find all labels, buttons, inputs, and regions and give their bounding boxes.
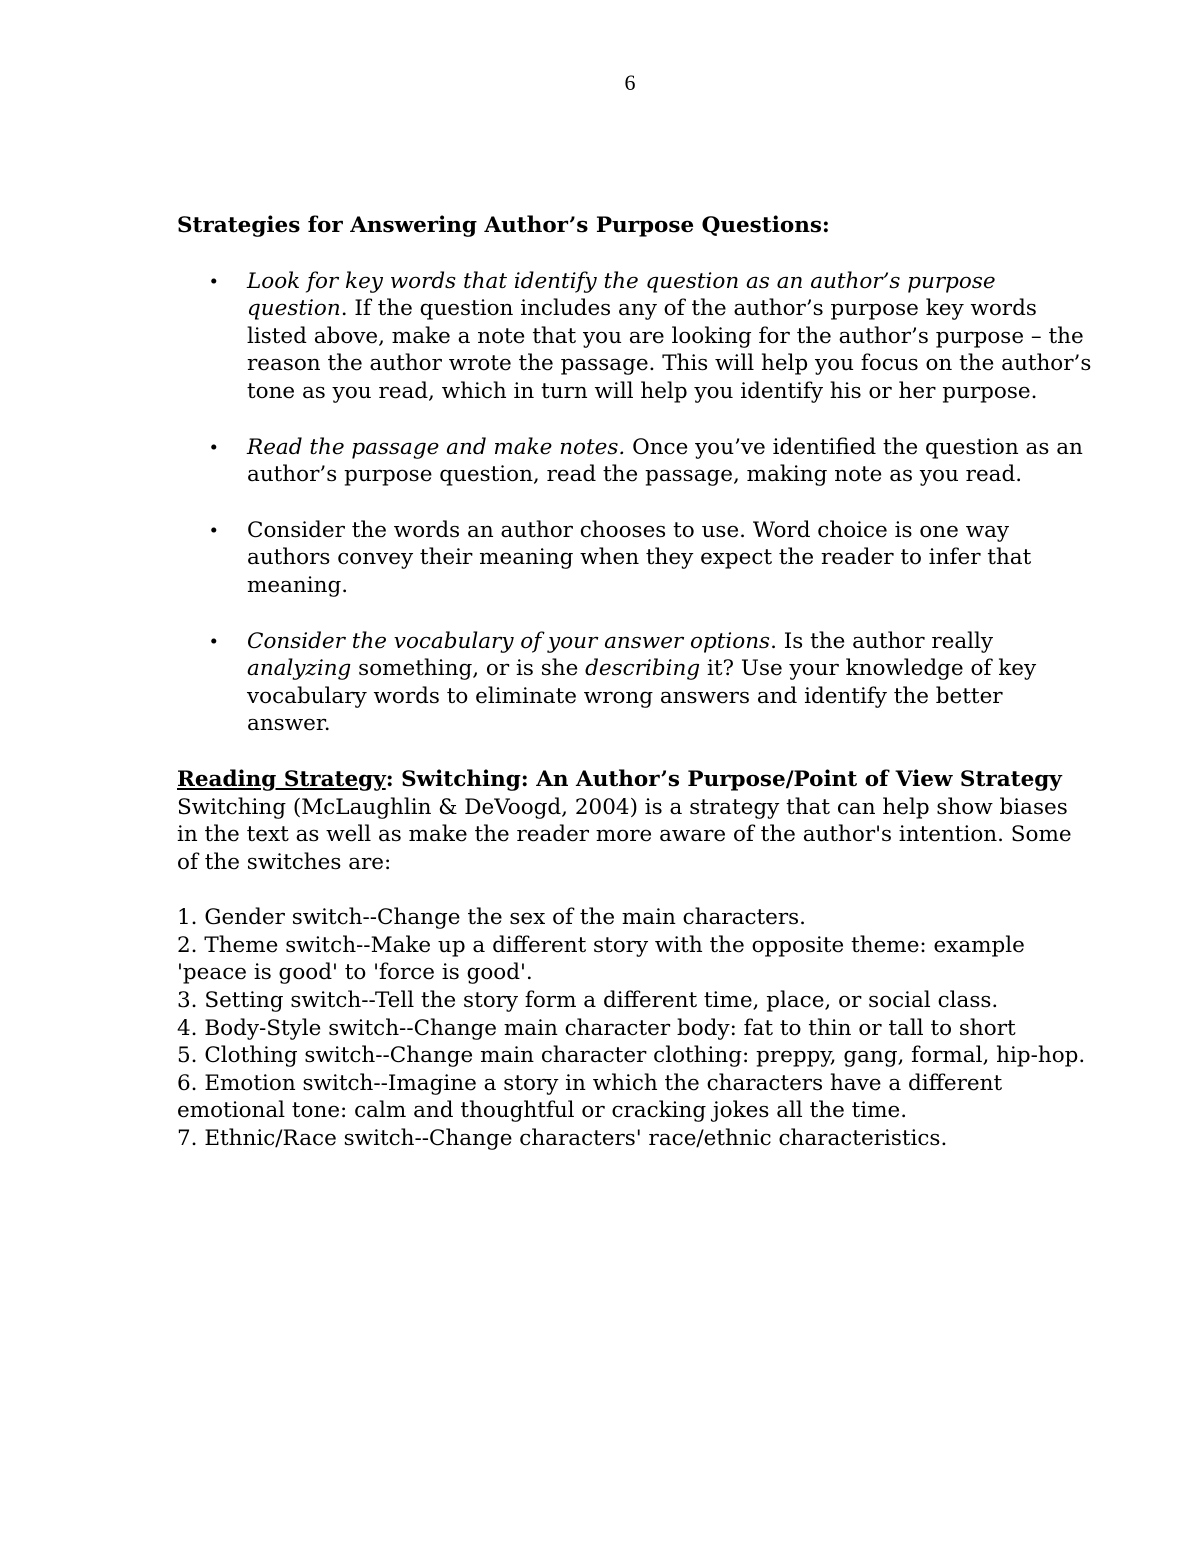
- bullet-text: . Is the author really: [770, 628, 994, 654]
- list-item: [177, 434, 1092, 489]
- switch-item: 3. Setting switch--Tell the story form a different time, place, or social class.: [177, 988, 999, 1014]
- switch-item: 6. Emotion switch--Imagine a story in which the characters have a different emotional tone: calm and thoughtful or cracking jokes all the time.: [177, 1070, 1003, 1124]
- bullet-lead: Look for key words that identify the question as an author’s purpose question: [247, 268, 996, 322]
- switch-item: 7. Ethnic/Race switch--Change characters' race/ethnic characteristics.: [177, 1126, 948, 1152]
- bullet-text: something, or is she: [351, 656, 586, 682]
- bullet-text: Consider the words an author chooses to use. Word choice is one way authors convey their meaning when they expect the reader to infer that meaning.: [247, 517, 1032, 598]
- strategies-list: [177, 268, 1092, 738]
- document-body: [177, 212, 1092, 1153]
- reading-strategy-intro: Switching (McLaughlin & DeVoogd, 2004) is a strategy that can help show biases in the text as well as make the reader more aware of the author's intention. Some of the switches are:: [177, 794, 1072, 875]
- switch-item: 1. Gender switch--Change the sex of the main characters.: [177, 905, 807, 931]
- strategies-heading: Strategies for Answering Author’s Purpose Questions:: [177, 213, 830, 238]
- reading-strategy-label: Reading Strategy: [177, 766, 386, 792]
- bullet-text: Once you’ve identified the question as an author’s purpose question, read the passage, making note as you read.: [247, 434, 1083, 488]
- list-item: [177, 628, 1092, 738]
- bullet-text: it? Use your knowledge of key vocabulary words to eliminate wrong answers and identify the better answer.: [247, 656, 1037, 737]
- page-number: 6: [624, 70, 636, 95]
- list-item: [177, 517, 1092, 600]
- reading-strategy-title: : Switching: An Author’s Purpose/Point of View Strategy: [385, 766, 1062, 792]
- bullet-lead: Consider the vocabulary of your answer options: [247, 628, 771, 654]
- list-item: [177, 268, 1092, 406]
- reading-strategy-heading: [177, 766, 1092, 794]
- switch-item: 2. Theme switch--Make up a different story with the opposite theme: example 'peace is good' to 'force is good'.: [177, 932, 1025, 986]
- bullet-lead: Read the passage and make notes.: [247, 434, 626, 460]
- bullet-text: . If the question includes any of the author’s purpose key words listed above, make a note that you are looking for the author’s purpose – the reason the author wrote the passage. This will help you focus on the author’s tone as you read, which in turn will help you identify his or her purpose.: [247, 296, 1092, 404]
- switch-item: 4. Body-Style switch--Change main character body: fat to thin or tall to short: [177, 1015, 1016, 1041]
- switch-item: 5. Clothing switch--Change main character clothing: preppy, gang, formal, hip-hop.: [177, 1043, 1086, 1069]
- bullet-emphasis: analyzing: [247, 656, 352, 682]
- switch-list: [177, 904, 1092, 1152]
- bullet-emphasis: describing: [585, 656, 701, 682]
